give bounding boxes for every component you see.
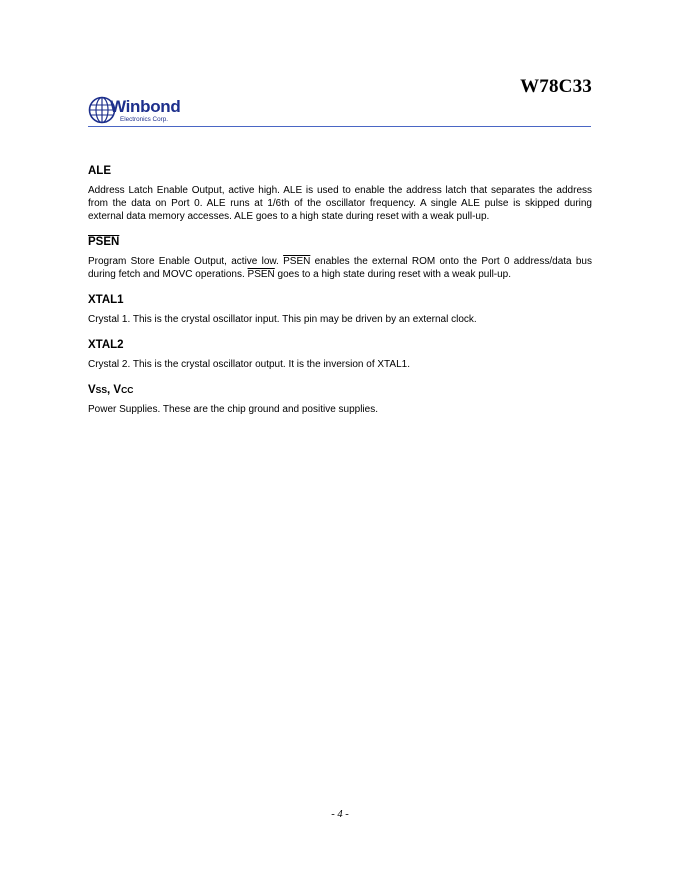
section-title: XTAL1: [88, 294, 124, 306]
section-ale: [88, 164, 592, 223]
section-body: Crystal 1. This is the crystal oscillator input. This pin may be driven by an external clock.: [88, 314, 477, 325]
section-title: ALE: [88, 165, 111, 177]
logo-wordmark: Winbond: [110, 97, 181, 116]
part-number: W78C33: [520, 76, 592, 97]
power-title-v: V: [88, 384, 96, 396]
logo-subtitle: Electronics Corp.: [120, 116, 168, 123]
psen-body-part2: enables the external ROM onto the Port 0 address/data bus during fetch and MOVC operations.: [88, 256, 592, 280]
psen-signal-overline: PSEN: [247, 269, 275, 280]
pin-descriptions: [88, 164, 592, 428]
section-title: [88, 383, 592, 397]
section-xtal1: [88, 293, 592, 326]
psen-title-overline: PSEN: [88, 236, 120, 248]
section-body: Crystal 2. This is the crystal oscillator output. It is the inversion of XTAL1.: [88, 359, 410, 370]
section-psen: [88, 235, 592, 281]
section-title: XTAL2: [88, 339, 124, 351]
section-body: [88, 255, 592, 281]
winbond-logo: [88, 96, 188, 128]
page-number: - 4 -: [331, 809, 349, 820]
section-body: Power Supplies. These are the chip ground and positive supplies.: [88, 404, 378, 415]
section-title: [88, 235, 592, 249]
power-title-cc: CC: [121, 385, 134, 395]
psen-body-part3: goes to a high state during reset with a weak pull-up.: [274, 269, 512, 280]
section-body: Address Latch Enable Output, active high. ALE is used to enable the address latch that separates the address from the data on Port 0. ALE runs at 1/6th of the oscillator frequency. A single ALE pulse is skipped during external data memory accesses. ALE goes to a high state during reset with a weak pull-up.: [88, 185, 592, 222]
section-xtal2: [88, 338, 592, 371]
section-power: [88, 383, 592, 416]
psen-signal-overline: PSEN: [283, 256, 311, 267]
power-title-ss: SS: [95, 385, 108, 395]
psen-body-part1: Program Store Enable Output, active low.: [88, 256, 284, 267]
header-divider: [88, 126, 591, 127]
power-title-sep: , V: [107, 384, 122, 396]
